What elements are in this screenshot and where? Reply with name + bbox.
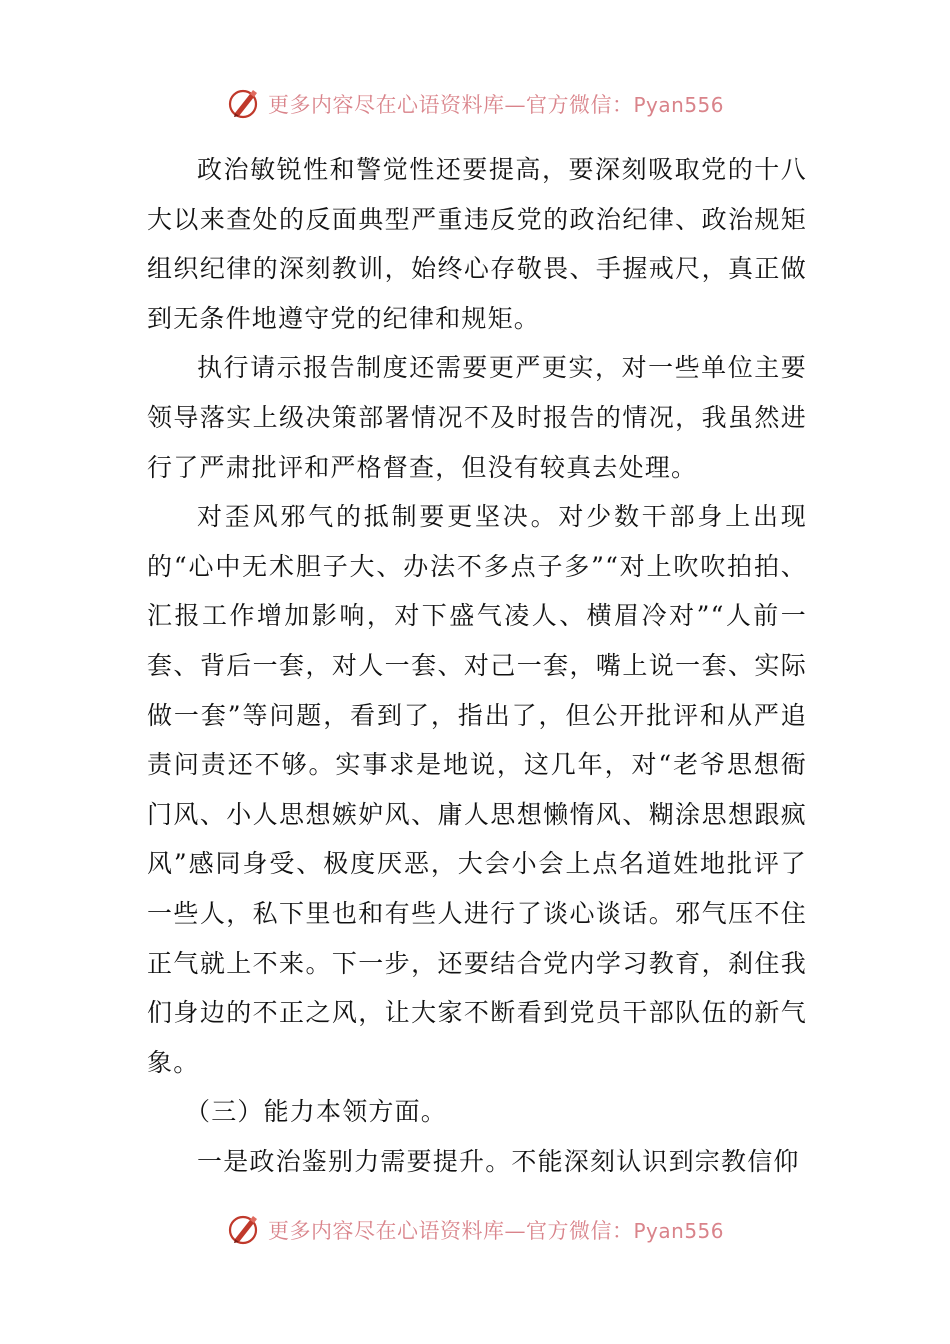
footer-banner-wechat-id: Pyan556 bbox=[633, 1219, 724, 1243]
footer-banner-text bbox=[268, 1215, 724, 1245]
header-banner-text bbox=[268, 89, 724, 119]
header-banner bbox=[0, 84, 950, 124]
pen-logo-icon bbox=[226, 1212, 262, 1248]
header-banner-wechat-id: Pyan556 bbox=[633, 93, 724, 117]
paragraph-reporting-system: 执行请示报告制度还需要更严更实，对一些单位主要领导落实上级决策部署情况不及时报告的情况，我虽然进行了严肃批评和严格督查，但没有较真去处理。 bbox=[147, 353, 807, 482]
footer-banner-dash: — bbox=[504, 1219, 526, 1243]
pen-logo-icon bbox=[226, 86, 262, 122]
section-heading: （三）能力本领方面。 bbox=[185, 1097, 448, 1127]
footer-banner bbox=[0, 1210, 950, 1250]
document-body bbox=[147, 145, 807, 1186]
header-banner-dash: — bbox=[504, 93, 526, 117]
header-banner-main: 更多内容尽在心语资料库 bbox=[267, 93, 505, 117]
header-banner-wechat-label: 官方微信： bbox=[525, 93, 634, 117]
footer-banner-wechat-label: 官方微信： bbox=[525, 1219, 634, 1243]
paragraph-political-discernment: 一是政治鉴别力需要提升。不能深刻认识到宗教信仰 bbox=[197, 1146, 800, 1176]
paragraph-unhealthy-trends: 对歪风邪气的抵制要更坚决。对少数干部身上出现的“心中无术胆子大、办法不多点子多”“对上吹吹拍拍、汇报工作增加影响，对下盛气凌人、横眉冷对”“人前一套、背后一套，对人一套、对己一套，嘴上说一套、实际做一套”等问题，看到了，指出了，但公开批评和从严追责问责还不够。实事求是地说，这几年，对“老爷思想衙门风、小人思想嫉妒风、庸人思想懒惰风、糊涂思想跟疯风”感同身受、极度厌恶，大会小会上点名道姓地批评了一些人，私下里也和有些人进行了谈心谈话。邪气压不住正气就上不来。下一步，还要结合党内学习教育，刹住我们身边的不正之风，让大家不断看到党员干部队伍的新气象。 bbox=[147, 502, 807, 1077]
paragraph-political-sensitivity: 政治敏锐性和警觉性还要提高，要深刻吸取党的十八大以来查处的反面典型严重违反党的政治纪律、政治规矩组织纪律的深刻教训，始终心存敬畏、手握戒尺，真正做到无条件地遵守党的纪律和规矩。 bbox=[147, 155, 807, 333]
footer-banner-main: 更多内容尽在心语资料库 bbox=[267, 1219, 505, 1243]
